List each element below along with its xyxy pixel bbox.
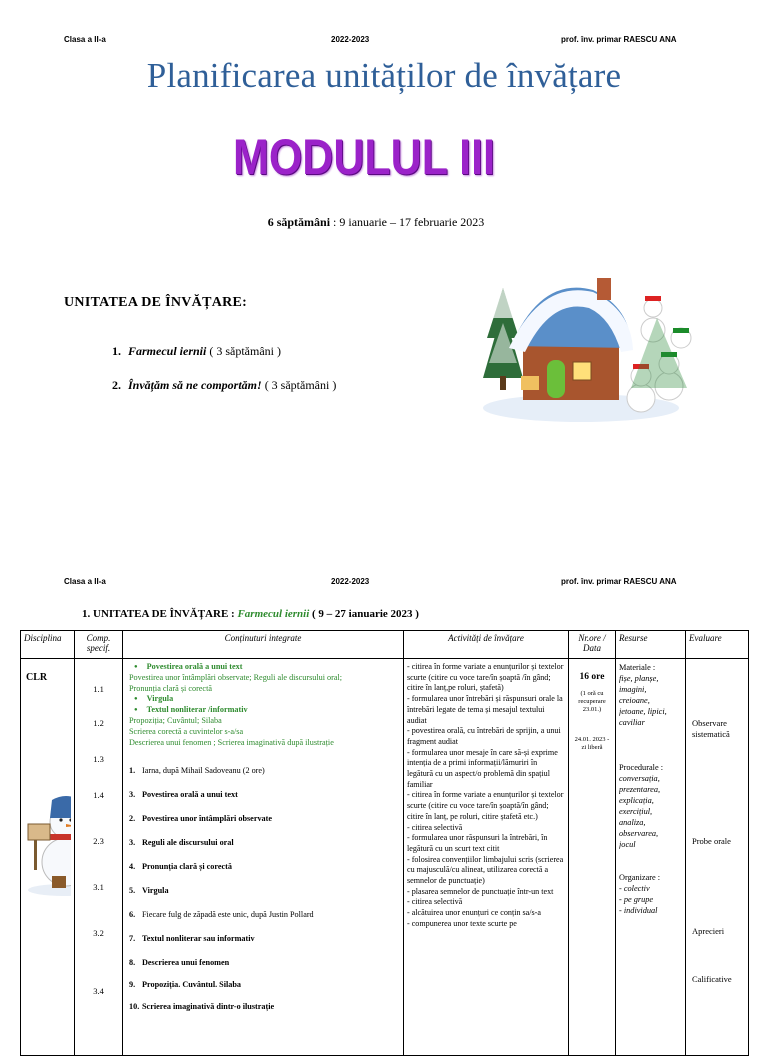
competence-code: 1.2 xyxy=(93,718,104,728)
hours-total: 16 ore xyxy=(579,672,605,682)
resource-item: caviliar xyxy=(619,718,645,727)
lesson-item: 9. Propoziția. Cuvântul. Silaba xyxy=(129,980,242,989)
resources-organization-label: Organizare : xyxy=(619,873,661,882)
competence-code: 3.2 xyxy=(93,928,104,938)
lesson-item: 6. Fiecare fulg de zăpadă este unic, după Justin Pollard xyxy=(129,910,314,919)
evaluation-method: Aprecieri xyxy=(692,926,725,936)
section-unit-name: Farmecul iernii xyxy=(237,608,310,620)
competence-code: 2.3 xyxy=(93,836,104,846)
learning-activity: - citirea selectivă xyxy=(407,897,463,907)
snowmen-icon xyxy=(627,296,691,412)
competence-code: 3.1 xyxy=(93,882,104,892)
col-continuturi: Conținuturi integrate xyxy=(123,631,404,659)
planning-table xyxy=(20,630,749,1056)
col-disciplina: Disciplina xyxy=(21,631,75,659)
cell-nr-ore xyxy=(569,659,616,1056)
cell-competente xyxy=(75,659,123,1056)
learning-activity: - povestirea orală, cu întrebări de sprijin, a unui fragment audiat xyxy=(407,726,561,746)
section-title xyxy=(82,608,419,620)
col-activitati: Activități de învățare xyxy=(404,631,569,659)
unit-weeks: ( 3 săptămâni ) xyxy=(261,378,337,392)
learning-activity: - citirea în forme variate a enunțurilor și textelor scurte (citire cu voce tare/în șoaptă /în gând; citire în lanț,pe roluri, ștafetă) xyxy=(407,662,564,693)
learning-activity: - citirea în forme variate a enunțurilor și textelor scurte (citire cu voce tare/în șoaptă/în gând; citire în lanț, pe roluri, citire ștafetă etc.) xyxy=(407,790,564,821)
content-topic: Propoziția; Cuvântul; Silaba xyxy=(129,716,222,725)
resource-item: fișe, planșe, xyxy=(619,674,659,683)
weeks-range: : 9 ianuarie – 17 februarie 2023 xyxy=(330,215,485,229)
content-topic: ● Virgula xyxy=(134,694,173,705)
learning-activity: - plasarea semnelor de punctuație într-un text xyxy=(407,886,554,896)
learning-activity: - citirea selectivă xyxy=(407,822,463,832)
lesson-item: 3. Povestirea orală a unui text xyxy=(129,790,238,799)
learning-activity: - formularea unor întrebări și răspunsuri orale la întrebări legate de tema și mesajul textului audiat xyxy=(407,694,563,725)
lesson-item: 2. Povestirea unor întâmplări observate xyxy=(129,814,273,823)
module-title: MODULUL III xyxy=(233,129,495,185)
section-dates: ( 9 – 27 ianuarie 2023 ) xyxy=(309,608,419,620)
cell-resurse xyxy=(616,659,686,1056)
lesson-item: 4. Pronunția clară și corectă xyxy=(129,862,232,871)
learning-activity: - formularea unor mesaje în care să-și exprime intenția de a primi informații/lămuriri în legătură cu un aspect/o problemă din spațiul familiar xyxy=(407,747,558,789)
weeks-line xyxy=(0,215,752,230)
hours-recovery: (1 oră cu recuperare 23.01.) xyxy=(578,690,606,713)
resource-item: observarea, xyxy=(619,829,659,838)
competence-code: 1.1 xyxy=(93,684,104,694)
page-header-2 xyxy=(0,577,768,589)
competence-code: 1.4 xyxy=(93,790,104,800)
weeks-label: 6 săptămâni xyxy=(267,215,331,229)
resources-materials-label: Materiale : xyxy=(619,663,656,672)
header-year: 2022-2023 xyxy=(331,35,370,44)
lesson-item: 7. Textul nonliterar sau informativ xyxy=(129,934,255,943)
lesson-item: 10. Scrierea imaginativă dintr-o ilustrație xyxy=(129,1002,275,1011)
unit-title: Învățăm să ne comportăm! xyxy=(128,378,262,392)
unit-title: Farmecul iernii xyxy=(128,344,207,358)
resource-item: - individual xyxy=(619,906,658,915)
lesson-item: 5. Virgula xyxy=(129,886,169,895)
content-topic: Scrierea corectă a cuvintelor s-a/sa xyxy=(129,726,244,736)
learning-unit-item xyxy=(112,344,336,378)
evaluation-method: Calificative xyxy=(692,974,732,984)
unit-number: 2. xyxy=(112,378,121,392)
header-class: Clasa a II-a xyxy=(64,35,106,44)
resources-procedural-label: Procedurale : xyxy=(619,763,664,772)
resource-item: analiza, xyxy=(619,818,646,827)
unit-weeks: ( 3 săptămâni ) xyxy=(206,344,281,358)
learning-activity: - alcătuirea unor enunțuri ce conțin sa/s-a xyxy=(407,908,541,918)
learning-unit-item xyxy=(112,378,336,412)
col-nr-ore: Nr.ore / Data xyxy=(569,631,616,659)
content-topic: ● Povestirea orală a unui text xyxy=(134,662,242,673)
discipline-name: CLR xyxy=(26,672,48,683)
col-comp: Comp. specif. xyxy=(75,631,123,659)
content-topic: ● Textul nonliterar /informativ xyxy=(134,705,248,716)
resource-item: conversația, xyxy=(619,774,660,783)
lesson-item: 8. Descrierea unui fenomen xyxy=(129,958,230,967)
content-topic: Descrierea unui fenomen ; Scrierea imaginativă după ilustrație xyxy=(129,737,334,747)
cell-activitati xyxy=(404,659,569,1056)
section-prefix: 1. UNITATEA DE ÎNVĂȚARE : xyxy=(82,608,238,620)
evaluation-method: Probe orale xyxy=(692,836,731,846)
competence-code: 3.4 xyxy=(93,986,104,996)
unit-number: 1. xyxy=(112,344,121,358)
cell-continuturi xyxy=(123,659,404,1056)
cell-disciplina xyxy=(21,659,75,1056)
page-title: Planificarea unităților de învățare xyxy=(146,56,622,95)
resource-item: jetoane, lipici, xyxy=(619,707,667,716)
snowman-icon xyxy=(24,778,71,898)
header-class: Clasa a II-a xyxy=(64,577,106,586)
resource-item: jocul xyxy=(619,840,636,849)
cell-evaluare xyxy=(686,659,749,1056)
resource-item: prezentarea, xyxy=(619,785,661,794)
lesson-item: 1. Iarna, după Mihail Sadoveanu (2 ore) xyxy=(129,766,265,775)
free-day: 24.01. 2023 - zi liberă xyxy=(574,736,610,751)
evaluation-method: Observare sistematică xyxy=(692,718,730,739)
resource-item: imagini, xyxy=(619,685,647,694)
page-header xyxy=(0,35,768,47)
header-teacher: prof. înv. primar RAESCU ANA xyxy=(561,577,677,586)
content-topic: Pronunția clară și corectă xyxy=(129,683,212,693)
col-evaluare: Evaluare xyxy=(686,631,749,659)
learning-units-list xyxy=(112,344,336,412)
col-resurse: Resurse xyxy=(616,631,686,659)
learning-activity: - folosirea convențiilor limbajului scris (scrierea cu majusculă/cu alineat, utilizarea corectă a semnelor de punctuație) xyxy=(407,854,564,886)
content-topic: Povestirea unor întâmplări observate; Reguli ale discursului oral; xyxy=(129,672,343,682)
resource-item: - colectiv xyxy=(619,884,650,893)
winter-house-illustration xyxy=(481,268,695,422)
header-teacher: prof. înv. primar RAESCU ANA xyxy=(561,35,677,44)
learning-activity: - compunerea unor texte scurte pe xyxy=(407,918,517,928)
competence-code: 1.3 xyxy=(93,754,104,764)
header-year: 2022-2023 xyxy=(331,577,370,586)
resource-item: creioane, xyxy=(619,696,650,705)
resource-item: - pe grupe xyxy=(619,895,654,904)
resource-item: explicația, xyxy=(619,796,654,805)
resource-item: exercițiul, xyxy=(619,807,653,816)
learning-activity: - formularea unor răspunsuri la întrebări, în legătură cu un scurt text citit xyxy=(407,833,548,853)
lesson-item: 3. Reguli ale discursului oral xyxy=(129,838,234,847)
learning-units-heading: UNITATEA DE ÎNVĂȚARE: xyxy=(64,295,248,310)
